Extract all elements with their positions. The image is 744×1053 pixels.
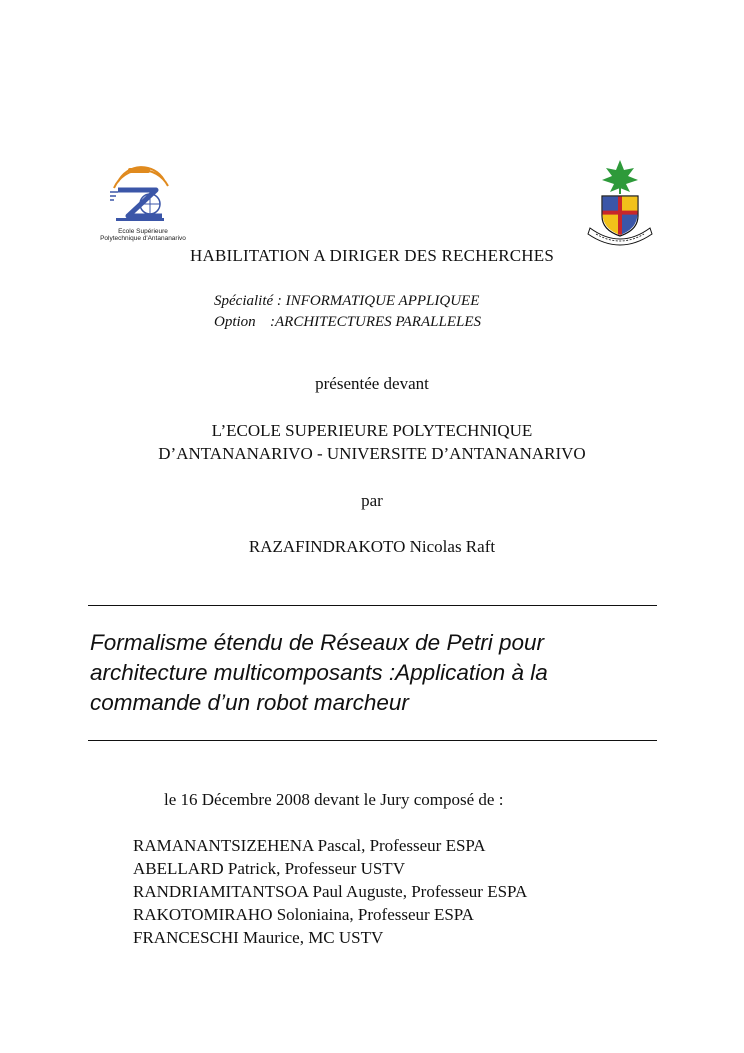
jury-member: RAMANANTSIZEHENA Pascal, Professeur ESPA [133,836,486,855]
school-name-line2: D’ANTANANARIVO - UNIVERSITE D’ANTANANARIVO [158,444,586,463]
specialty-line [214,291,481,312]
document-title: HABILITATION A DIRIGER DES RECHERCHES [190,246,554,265]
school-name-line1: L’ECOLE SUPERIEURE POLYTECHNIQUE [211,421,533,440]
specialty-value: : INFORMATIQUE APPLIQUEE [276,293,480,309]
university-crest-icon [582,158,658,248]
specialty-block [214,291,481,333]
thesis-title [90,628,650,718]
option-value: :ARCHITECTURES PARALLELES [270,314,481,330]
university-logo [582,158,658,248]
specialty-label: Spécialité [214,293,274,309]
thesis-title-line3: commande d’un robot marcheur [90,690,409,715]
option-label: Option [214,314,256,330]
author-name: RAZAFINDRAKOTO Nicolas Raft [248,537,496,556]
espa-caption-line2: Polytechnique d'Antananarivo [100,235,186,242]
jury-member: RAKOTOMIRAHO Soloniaina, Professeur ESPA [133,905,474,924]
espa-caption-line1: Ecole Supérieure [118,228,168,235]
jury-list [133,834,527,949]
espa-logo-caption [88,228,198,242]
espa-logo [88,158,198,248]
espa-emblem-icon [88,158,198,230]
thesis-title-line2: architecture multicomposants :Application à la [90,660,548,685]
bottom-divider [88,740,657,741]
option-line [214,312,481,333]
defense-date-line: le 16 Décembre 2008 devant le Jury composé de : [164,790,504,809]
jury-member: ABELLARD Patrick, Professeur USTV [133,859,405,878]
thesis-title-line1: Formalisme étendu de Réseaux de Petri pour [90,630,544,655]
jury-member: RANDRIAMITANTSOA Paul Auguste, Professeur ESPA [133,882,528,901]
presented-before: présentée devant [315,374,429,393]
top-divider [88,605,657,606]
jury-member: FRANCESCHI Maurice, MC USTV [133,928,384,947]
par-label: par [361,491,383,510]
